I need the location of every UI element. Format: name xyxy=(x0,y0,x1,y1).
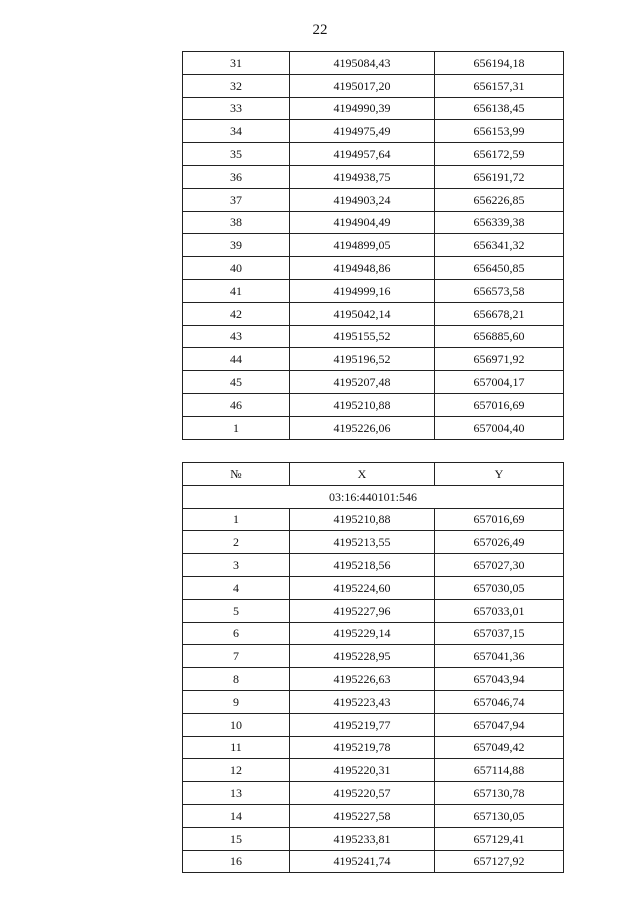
coord-x: 4195223,43 xyxy=(290,690,435,713)
coord-y: 656172,59 xyxy=(435,143,564,166)
coord-x: 4194957,64 xyxy=(290,143,435,166)
point-number: 34 xyxy=(183,120,290,143)
table-row xyxy=(183,736,564,759)
table-row xyxy=(183,188,564,211)
table-body xyxy=(183,52,564,440)
coord-x: 4195017,20 xyxy=(290,74,435,97)
coord-y: 657030,05 xyxy=(435,576,564,599)
coord-y: 657130,05 xyxy=(435,804,564,827)
table-row xyxy=(183,850,564,873)
page-number: 22 xyxy=(312,22,328,38)
point-number: 9 xyxy=(183,690,290,713)
point-number: 1 xyxy=(183,416,290,439)
point-number: 44 xyxy=(183,348,290,371)
table-row xyxy=(183,554,564,577)
coord-x: 4195241,74 xyxy=(290,850,435,873)
point-number: 31 xyxy=(183,52,290,75)
table-row xyxy=(183,531,564,554)
table-row xyxy=(183,416,564,439)
table-row xyxy=(183,97,564,120)
coord-x: 4195210,88 xyxy=(290,508,435,531)
point-number: 4 xyxy=(183,576,290,599)
coord-x: 4195210,88 xyxy=(290,393,435,416)
coord-x: 4195219,77 xyxy=(290,713,435,736)
coord-x: 4195207,48 xyxy=(290,371,435,394)
table-row xyxy=(183,782,564,805)
point-number: 11 xyxy=(183,736,290,759)
coord-x: 4195219,78 xyxy=(290,736,435,759)
coord-x: 4195218,56 xyxy=(290,554,435,577)
coord-y: 656678,21 xyxy=(435,302,564,325)
coord-x: 4195233,81 xyxy=(290,827,435,850)
coord-y: 657004,17 xyxy=(435,371,564,394)
point-number: 33 xyxy=(183,97,290,120)
coord-y: 657046,74 xyxy=(435,690,564,713)
table-row xyxy=(183,143,564,166)
coord-x: 4195226,63 xyxy=(290,668,435,691)
coord-x: 4195196,52 xyxy=(290,348,435,371)
coord-y: 656339,38 xyxy=(435,211,564,234)
coord-y: 656971,92 xyxy=(435,348,564,371)
point-number: 37 xyxy=(183,188,290,211)
coord-y: 656226,85 xyxy=(435,188,564,211)
table-row xyxy=(183,257,564,280)
table-header-row xyxy=(183,463,564,486)
table-row xyxy=(183,804,564,827)
table-row xyxy=(183,508,564,531)
point-number: 6 xyxy=(183,622,290,645)
point-number: 38 xyxy=(183,211,290,234)
point-number: 32 xyxy=(183,74,290,97)
coord-x: 4194938,75 xyxy=(290,165,435,188)
coord-x: 4194975,49 xyxy=(290,120,435,143)
coord-x: 4194999,16 xyxy=(290,279,435,302)
coordinates-table-parcel xyxy=(182,462,564,873)
point-number: 36 xyxy=(183,165,290,188)
point-number: 46 xyxy=(183,393,290,416)
table-row xyxy=(183,668,564,691)
coord-y: 657049,42 xyxy=(435,736,564,759)
coord-y: 657037,15 xyxy=(435,622,564,645)
coord-y: 656885,60 xyxy=(435,325,564,348)
coord-y: 656341,32 xyxy=(435,234,564,257)
coord-y: 656138,45 xyxy=(435,97,564,120)
point-number: 42 xyxy=(183,302,290,325)
coord-y: 657027,30 xyxy=(435,554,564,577)
coord-y: 656153,99 xyxy=(435,120,564,143)
table-row xyxy=(183,690,564,713)
coord-x: 4195227,96 xyxy=(290,599,435,622)
parcel-id: 03:16:440101:546 xyxy=(183,485,564,508)
point-number: 14 xyxy=(183,804,290,827)
table-row xyxy=(183,348,564,371)
point-number: 15 xyxy=(183,827,290,850)
table-row xyxy=(183,74,564,97)
point-number: 39 xyxy=(183,234,290,257)
coord-x: 4195229,14 xyxy=(290,622,435,645)
coord-y: 656450,85 xyxy=(435,257,564,280)
coord-y: 657033,01 xyxy=(435,599,564,622)
header-x: X xyxy=(290,463,435,486)
table-row xyxy=(183,120,564,143)
table-row xyxy=(183,234,564,257)
coord-y: 656157,31 xyxy=(435,74,564,97)
coord-y: 657127,92 xyxy=(435,850,564,873)
coord-x: 4195226,06 xyxy=(290,416,435,439)
coord-y: 657047,94 xyxy=(435,713,564,736)
coord-y: 656573,58 xyxy=(435,279,564,302)
coord-x: 4195155,52 xyxy=(290,325,435,348)
point-number: 1 xyxy=(183,508,290,531)
header-number: № xyxy=(183,463,290,486)
point-number: 3 xyxy=(183,554,290,577)
table-row xyxy=(183,576,564,599)
table-row xyxy=(183,302,564,325)
table-row xyxy=(183,645,564,668)
point-number: 35 xyxy=(183,143,290,166)
table-row xyxy=(183,371,564,394)
point-number: 12 xyxy=(183,759,290,782)
table-row xyxy=(183,325,564,348)
coord-x: 4195042,14 xyxy=(290,302,435,325)
coord-x: 4194990,39 xyxy=(290,97,435,120)
point-number: 2 xyxy=(183,531,290,554)
coord-x: 4195220,31 xyxy=(290,759,435,782)
point-number: 10 xyxy=(183,713,290,736)
coord-x: 4195084,43 xyxy=(290,52,435,75)
table-row xyxy=(183,52,564,75)
coord-y: 656194,18 xyxy=(435,52,564,75)
point-number: 43 xyxy=(183,325,290,348)
coord-y: 656191,72 xyxy=(435,165,564,188)
coordinates-table-continuation xyxy=(182,51,564,440)
point-number: 13 xyxy=(183,782,290,805)
coord-y: 657026,49 xyxy=(435,531,564,554)
table-row xyxy=(183,827,564,850)
parcel-id-row xyxy=(183,485,564,508)
coord-x: 4194903,24 xyxy=(290,188,435,211)
point-number: 8 xyxy=(183,668,290,691)
coord-x: 4194904,49 xyxy=(290,211,435,234)
coord-x: 4195227,58 xyxy=(290,804,435,827)
coord-y: 657004,40 xyxy=(435,416,564,439)
table-row xyxy=(183,393,564,416)
coord-x: 4195213,55 xyxy=(290,531,435,554)
table-row xyxy=(183,599,564,622)
table-row xyxy=(183,279,564,302)
table-row xyxy=(183,622,564,645)
coord-x: 4194948,86 xyxy=(290,257,435,280)
point-number: 5 xyxy=(183,599,290,622)
coord-x: 4194899,05 xyxy=(290,234,435,257)
coord-y: 657016,69 xyxy=(435,393,564,416)
coord-x: 4195220,57 xyxy=(290,782,435,805)
table-row xyxy=(183,211,564,234)
point-number: 16 xyxy=(183,850,290,873)
coord-x: 4195224,60 xyxy=(290,576,435,599)
point-number: 40 xyxy=(183,257,290,280)
table-row xyxy=(183,165,564,188)
header-y: Y xyxy=(435,463,564,486)
coord-y: 657129,41 xyxy=(435,827,564,850)
table-row xyxy=(183,759,564,782)
point-number: 45 xyxy=(183,371,290,394)
coord-y: 657016,69 xyxy=(435,508,564,531)
coord-x: 4195228,95 xyxy=(290,645,435,668)
table-body xyxy=(183,508,564,873)
table-row xyxy=(183,713,564,736)
point-number: 41 xyxy=(183,279,290,302)
point-number: 7 xyxy=(183,645,290,668)
coord-y: 657114,88 xyxy=(435,759,564,782)
coord-y: 657130,78 xyxy=(435,782,564,805)
coord-y: 657043,94 xyxy=(435,668,564,691)
coord-y: 657041,36 xyxy=(435,645,564,668)
